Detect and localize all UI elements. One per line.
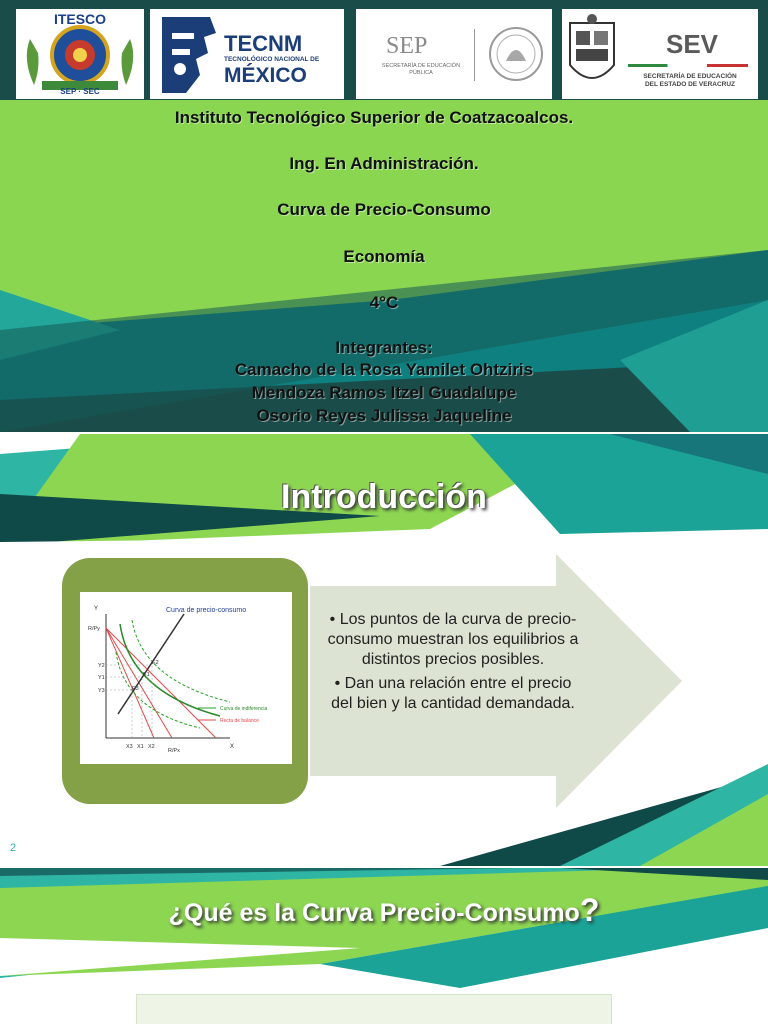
slide-title: Introducción <box>281 478 487 516</box>
chart-x-axis: X <box>230 744 235 750</box>
page-number: 2 <box>10 842 17 854</box>
chart-y-intercept: R/Py <box>88 626 100 632</box>
chart-x-intercept: R/Px <box>168 748 180 754</box>
tecnm-title: TECNM <box>224 31 303 56</box>
members-label: Integrantes: <box>335 338 433 357</box>
sev-sub2: DEL ESTADO DE VERACRUZ <box>644 81 736 88</box>
career-name: Ing. En Administración. <box>289 154 479 173</box>
definition-slide <box>0 868 768 1024</box>
chart-legend-item: Curva de indiferencia <box>220 706 268 712</box>
chart-svg <box>80 592 292 764</box>
sep-label: SEP <box>386 33 428 59</box>
itesco-logo <box>16 9 144 99</box>
veracruz-shield-icon <box>562 9 622 99</box>
sev-label: SEV <box>666 29 719 59</box>
price-consumption-chart <box>80 592 292 764</box>
chart-x-tick: X3 <box>126 744 133 750</box>
tecnm-logo <box>150 9 344 99</box>
chart-x-tick: X1 <box>137 744 144 750</box>
chart-point-label: E3 <box>132 686 139 692</box>
bullet-item: • Dan una relación entre el precio del bien y la cantidad demandada. <box>331 675 575 712</box>
subject-name: Economía <box>343 247 425 266</box>
itesco-text: ITESCO <box>53 11 107 27</box>
tecnm-subtitle: TECNOLÓGICO NACIONAL DE <box>224 56 320 63</box>
chart-point-label: E1 <box>143 672 150 678</box>
institute-name: Instituto Tecnológico Superior de Coatzacoalcos. <box>174 108 574 127</box>
slide-title-text: ¿Qué es la Curva Precio-Consumo <box>168 899 580 927</box>
sep-logo <box>356 9 552 99</box>
sev-sub1: SECRETARÍA DE EDUCACIÓN <box>643 73 737 80</box>
sev-logo <box>562 9 758 99</box>
slide-title-qmark: ? <box>579 892 600 928</box>
slide-title <box>0 892 768 929</box>
chart-title: Curva de precio-consumo <box>166 607 247 614</box>
itesco-subtext: SEP · SEC <box>60 87 100 96</box>
member-name: Osorio Reyes Julissa Jaqueline <box>256 406 512 425</box>
sev-stripe <box>628 64 748 67</box>
bullet-item: • Los puntos de la curva de precio-consumo muestran los equilibrios a distintos precios posibles. <box>327 611 579 668</box>
title-slide <box>0 0 768 432</box>
sep-divider <box>474 29 475 81</box>
chart-y-tick: Y2 <box>98 663 105 669</box>
national-seal-icon <box>488 23 544 85</box>
tecnm-country: MÉXICO <box>224 64 307 87</box>
chart-y-tick: Y1 <box>98 675 105 681</box>
member-name: Mendoza Ramos Itzel Guadalupe <box>251 383 517 402</box>
sep-sub: SECRETARÍA DE EDUCACIÓN PÚBLICA <box>381 63 461 76</box>
topic-title: Curva de Precio-Consumo <box>277 200 491 219</box>
member-name: Camacho de la Rosa Yamilet Ohtziris <box>234 360 534 379</box>
chart-y-tick: Y3 <box>98 688 105 694</box>
chart-x-tick: X2 <box>148 744 155 750</box>
chart-y-axis: Y <box>94 606 99 612</box>
chart-point-label: E2 <box>152 660 159 666</box>
group-name: 4°C <box>369 293 399 312</box>
content-box <box>136 994 612 1024</box>
introduction-slide <box>0 434 768 866</box>
bullet-list <box>322 610 584 718</box>
chart-legend-item: Recta de balance <box>220 718 259 724</box>
